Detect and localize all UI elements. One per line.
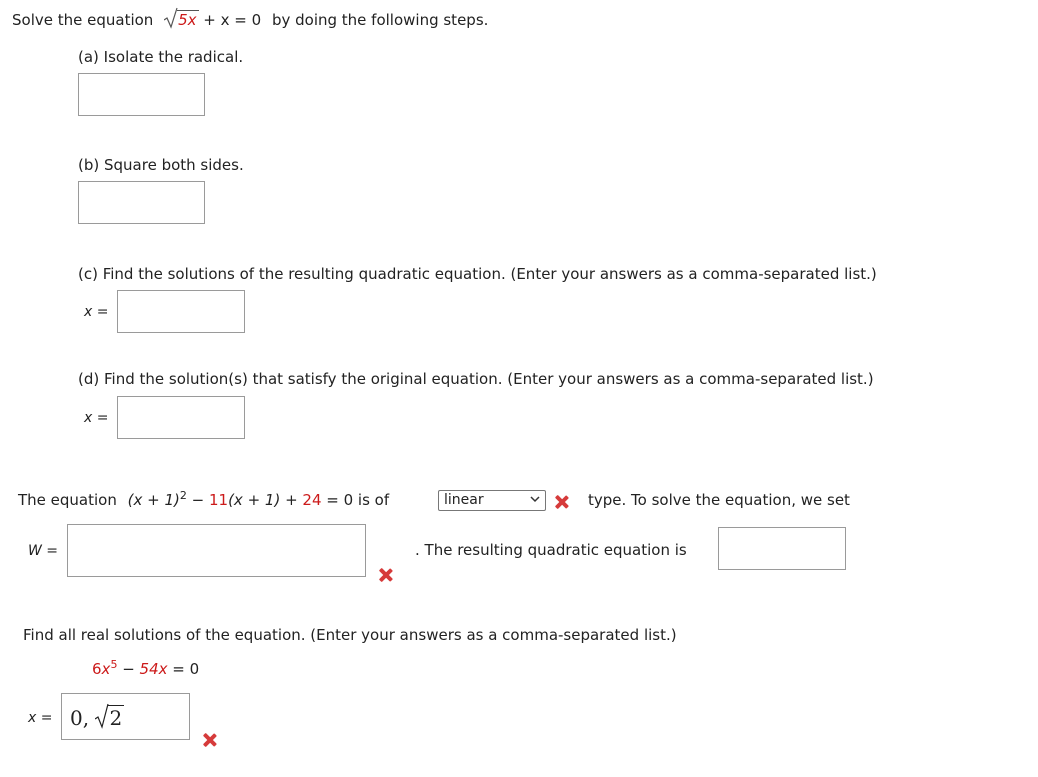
step-b-label: (b) Square both sides. <box>78 156 244 174</box>
q3-equation <box>92 660 199 678</box>
sqrt-icon <box>164 7 178 29</box>
q2-eq-part2: (x + 1) + <box>228 491 303 509</box>
q3-answer-input[interactable] <box>61 693 190 740</box>
q2-resulting-label: . The resulting quadratic equation is <box>415 541 687 559</box>
q2-exp: 2 <box>179 489 187 502</box>
w-input[interactable] <box>67 524 366 577</box>
q3-term2: 54x <box>139 660 168 678</box>
q3-answer-sqrt <box>95 705 124 730</box>
step-b-input[interactable] <box>78 181 205 224</box>
q2-coef: 11 <box>208 491 229 509</box>
w-label: W = <box>28 543 59 559</box>
quadratic-input[interactable] <box>718 527 846 570</box>
error-x-icon <box>201 732 217 748</box>
step-d-x-label: x = <box>84 410 109 426</box>
q2-eq-part1: (x + 1) <box>127 491 180 509</box>
type-select-value: linear <box>444 492 484 508</box>
q3-var: x <box>101 660 111 678</box>
q3-exp: 5 <box>110 658 118 671</box>
q3-minus: − <box>117 660 140 678</box>
q2-equation <box>128 491 390 509</box>
intro-tail: by doing the following steps. <box>271 11 489 29</box>
q3-coef: 6 <box>92 660 102 678</box>
q2-sentence <box>18 491 389 509</box>
step-c-input[interactable] <box>117 290 245 333</box>
q2-prefix: The equation <box>18 491 117 509</box>
error-x-icon <box>553 494 569 510</box>
problem-intro <box>12 10 488 29</box>
q3-rhs: = 0 <box>167 660 200 678</box>
q2-eq-part3: = 0 is of <box>321 491 390 509</box>
step-a-label: (a) Isolate the radical. <box>78 48 244 66</box>
step-d-label: (d) Find the solution(s) that satisfy the original equation. (Enter your answers as a comma-separated list.) <box>78 370 874 388</box>
q3-answer-prefix: 0, <box>70 706 90 730</box>
sqrt-expression <box>164 10 198 29</box>
radicand: 5x <box>178 11 197 29</box>
intro-after: + x = 0 <box>203 11 262 29</box>
step-c-x-label: x = <box>84 304 109 320</box>
q3-answer-radicand: 2 <box>109 706 123 730</box>
q3-x-label: x = <box>28 710 53 726</box>
step-c-label: (c) Find the solutions of the resulting quadratic equation. (Enter your answers as a comma-separated list.) <box>78 265 877 283</box>
q2-const: 24 <box>302 491 322 509</box>
intro-before: Solve the equation <box>12 11 154 29</box>
sqrt-icon <box>95 703 109 729</box>
q3-prompt: Find all real solutions of the equation. (Enter your answers as a comma-separated list.) <box>23 626 677 644</box>
chevron-down-icon <box>530 494 540 504</box>
q2-suffix: type. To solve the equation, we set <box>588 491 850 509</box>
error-x-icon <box>377 567 393 583</box>
q3-answer-value <box>70 705 124 730</box>
step-d-input[interactable] <box>117 396 245 439</box>
type-select[interactable] <box>438 490 546 511</box>
step-a-input[interactable] <box>78 73 205 116</box>
q2-minus: − <box>186 491 209 509</box>
